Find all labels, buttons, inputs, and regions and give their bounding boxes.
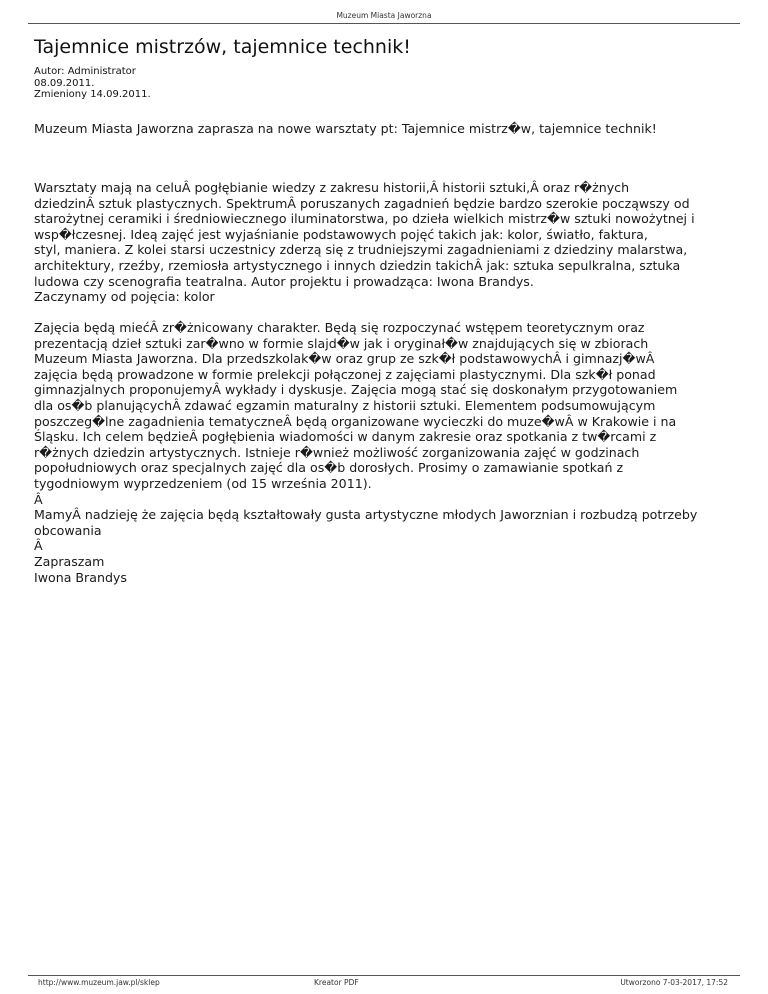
footer-url[interactable]: http://www.muzeum.jaw.pl/sklep [38, 978, 160, 987]
modified-date: Zmieniony 14.09.2011. [34, 89, 151, 100]
page-header [28, 11, 740, 24]
text-line: Â [34, 491, 43, 507]
text-line: Zajęcia będą miećÂ zr�żnicowany charakter. Będą się rozpoczynać wstępem teoretycznym oraz [34, 320, 645, 335]
text-line: prezentacją dzieł sztuki zar�wno w formie slajd�w jak i oryginał�w znajdujących się w zbiorach [34, 335, 649, 351]
text-line: dziedzinÂ sztuk plastycznych. SpektrumÂ poruszanych zagadnień będzie bardzo szerokie począwszy od [34, 195, 690, 211]
text-line: ludowa czy scenografia teatralna. Autor projektu i prowadząca: Iwona Brandys. [34, 273, 534, 289]
text-line: tygodniowym wyprzedzeniem (od 15 września 2011). [34, 475, 372, 491]
article-paragraph-1 [34, 180, 734, 305]
text-line: starożytnej ceramiki i średniowiecznego iluminatorstwa, po dzieła wielkich mistrz�w sztuki nowożytnej i [34, 211, 695, 227]
publish-date: 08.09.2011. [34, 77, 95, 89]
text-line: r�żnych dziedzin artystycznych. Istnieje r�wnież możliwość zorganizowania zajęć w godzinach [34, 444, 640, 460]
text-line: popołudniowych oraz specjalnych zajęć dla os�b dorosłych. Prosimy o zamawianie spotkań z [34, 460, 624, 476]
text-line: dla os�b planującychÂ zdawać egzamin maturalny z historii sztuki. Elementem podsumowującym [34, 397, 656, 413]
text-line: Zaczynamy od pojęcia: kolor [34, 289, 215, 305]
text-line: Â [34, 538, 43, 554]
text-line: wsp�łczesnej. Ideą zajęć jest wyjaśnianie podstawowych pojęć takich jak: kolor, światło, faktura, [34, 226, 648, 242]
text-line: Iwona Brandys [34, 569, 127, 585]
text-line: gimnazjalnych proponujemyÂ wykłady i dyskusje. Zajęcia mogą stać się doskonałym przygotowaniem [34, 382, 678, 398]
text-line: styl, maniera. Z kolei starsi uczestnicy zderzą się z trudniejszymi zagadnieniami z dziedziny malarstwa, [34, 242, 688, 258]
article-intro: Muzeum Miasta Jaworzna zaprasza na nowe warsztaty pt: Tajemnice mistrz�w, tajemnice technik! [34, 121, 657, 136]
article-meta [34, 66, 151, 101]
page-footer [28, 975, 740, 989]
text-line: Śląsku. Ich celem będzieÂ pogłębienia wiadomości w danym zakresie oraz spotkania z tw�rcami z [34, 429, 657, 445]
text-line: MamyÂ nadzieję że zajęcia będą kształtowały gusta artystyczne młodych Jaworznian i rozbudzą potrzeby [34, 507, 698, 523]
text-line: obcowania [34, 522, 102, 538]
article-paragraph-2 [34, 320, 734, 585]
text-line: Muzeum Miasta Jaworzna. Dla przedszkolak�w oraz grup ze szk�ł podstawowychÂ i gimnazj�wÂ [34, 351, 655, 367]
text-line: architektury, rzeźby, rzemiosła artystycznego i innych dziedzin takichÂ jak: sztuka sepulkralna, sztuka [34, 257, 681, 273]
text-line: poszczeg�lne zagadnienia tematyczneÂ będą organizowane wycieczki do muze�wÂ w Krakowie i na [34, 413, 677, 429]
footer-generator: Kreator PDF [314, 978, 359, 987]
article-title: Tajemnice mistrzów, tajemnice technik! [34, 36, 411, 58]
text-line: Warsztaty mają na celuÂ pogłębianie wiedzy z zakresu historii,Â historii sztuki,Â oraz r�żnych [34, 180, 630, 195]
site-name: Muzeum Miasta Jaworzna [336, 11, 432, 20]
footer-created: Utworzono 7-03-2017, 17:52 [620, 978, 728, 987]
text-line: Zapraszam [34, 553, 105, 569]
author-line: Autor: Administrator [34, 66, 136, 77]
text-line: zajęcia będą prowadzone w formie prelekcji połączonej z zajęciami plastycznymi. Dla szk�ł ponad [34, 366, 656, 382]
